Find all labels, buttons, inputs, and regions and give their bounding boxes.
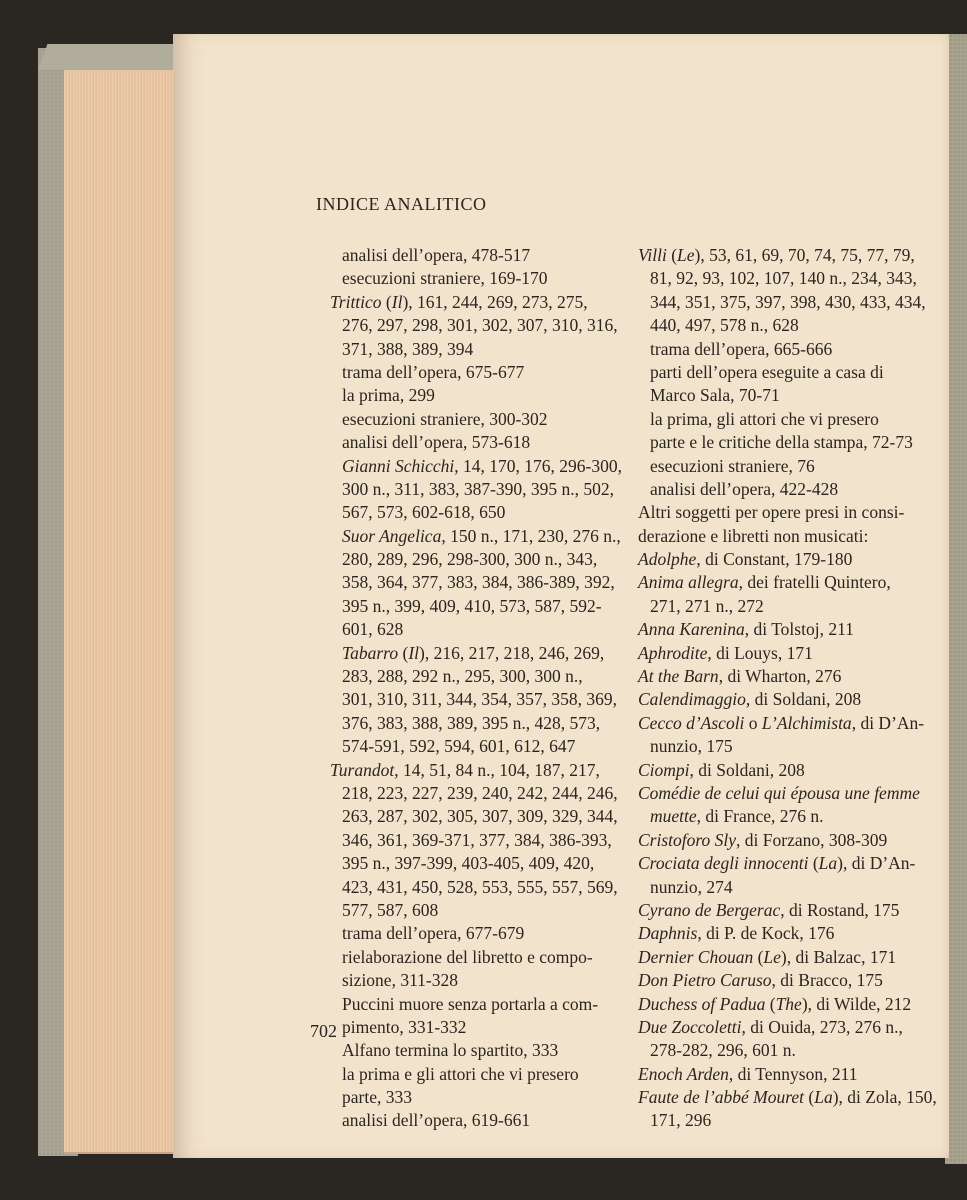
index-line [330,642,622,665]
index-title: Aphrodite [638,642,708,663]
index-text: ), 53, 61, 69, 70, 74, 75, 77, 79, [694,245,915,265]
index-title: Duchess of Padua [638,993,766,1014]
index-title: La [814,1087,833,1108]
index-text: ), di Balzac, 171 [780,946,897,967]
index-line [330,455,622,478]
index-line [330,1039,622,1062]
index-line [330,899,622,922]
index-title: Anna Karenina [638,619,745,640]
index-line [638,338,937,361]
index-line [330,946,622,969]
index-text: 395 n., 397-399, 403-405, 409, 420, [342,853,595,874]
index-line [330,805,622,828]
index-title: Le [763,946,781,967]
index-line [638,1109,937,1132]
index-line [330,548,622,571]
index-text: , di Forzano, 308-309 [736,829,888,850]
index-title: Crociata degli innocenti [638,853,809,874]
index-text: rielaborazione del libretto e compo- [342,946,593,967]
index-text: ( [765,993,776,1014]
index-text: Marco Sala, 70-71 [650,385,780,406]
index-line [638,805,937,828]
index-text: esecuzioni straniere, 76 [650,455,815,476]
index-text: ( [808,853,819,874]
index-title: Due Zoccoletti [638,1016,742,1037]
index-line [638,1086,937,1109]
index-line [330,291,622,314]
index-title: Daphnis [638,923,698,944]
index-text: , di Louys, 171 [707,642,813,663]
index-text: trama dell’opera, 665-666 [650,338,833,359]
index-column-left [330,244,622,1133]
index-text: 271, 271 n., 272 [650,595,764,616]
index-text: , di Tennyson, 211 [728,1063,858,1084]
index-line [330,829,622,852]
index-text: , 14, 51, 84 n., 104, 187, 217, [394,759,600,780]
index-text: 371, 388, 389, 394 [342,338,474,359]
index-text: 276, 297, 298, 301, 302, 307, 310, 316, [342,315,618,336]
index-line [330,876,622,899]
index-line [330,244,622,267]
index-title: muette [650,806,697,827]
index-line [638,922,937,945]
index-text: 300 n., 311, 383, 387-390, 395 n., 502, [342,478,615,499]
running-header: INDICE ANALITICO [316,194,487,214]
index-line [638,314,937,337]
index-line [330,314,622,337]
index-line [638,384,937,407]
index-text: 440, 497, 578 n., 628 [650,315,799,336]
index-text: 171, 296 [650,1110,712,1131]
index-line [330,1063,622,1086]
index-title: Tabarro [342,642,399,663]
index-text: nunzio, 274 [650,876,733,897]
index-line [638,712,937,735]
index-text: , di Constant, 179-180 [696,549,853,570]
index-text: parte, 333 [342,1087,412,1108]
index-line [638,595,937,618]
index-line [330,1086,622,1109]
index-text: , di Ouida, 273, 276 n., [741,1016,903,1037]
index-text: , dei fratelli Quintero, [738,572,891,593]
index-title: Ciompi [638,759,690,780]
index-line [638,829,937,852]
index-line [330,665,622,688]
index-line [638,782,937,805]
index-text: ), di Zola, 150, [832,1087,937,1108]
index-text: 567, 573, 602-618, 650 [342,502,506,523]
index-text: 358, 364, 377, 383, 384, 386-389, 392, [342,572,615,593]
index-text: ( [381,291,392,312]
index-line [638,665,937,688]
index-line [638,408,937,431]
index-title: The [775,993,802,1014]
index-line [330,993,622,1016]
index-line [330,267,622,290]
index-title: At the Barn [638,666,719,687]
index-title: Enoch Arden [638,1063,729,1084]
index-text: ( [753,946,764,967]
index-line [638,361,937,384]
index-text: , di Soldani, 208 [689,759,805,780]
index-text: ), 216, 217, 218, 246, 269, [419,642,605,663]
index-column-right [638,244,937,1133]
index-text: analisi dell’opera, 478-517 [342,245,531,265]
index-line [638,501,937,524]
index-title: Gianni Schicchi [342,455,455,476]
index-text: , di Wharton, 276 [718,666,842,687]
index-line [330,618,622,641]
index-line [330,688,622,711]
index-title: Le [677,245,695,265]
index-text: trama dell’opera, 675-677 [342,361,525,382]
index-text: , di France, 276 n. [696,806,824,827]
index-text: Puccini muore senza portarla a com- [342,993,599,1014]
index-text: 423, 431, 450, 528, 553, 555, 557, 569, [342,876,618,897]
index-title: La [818,853,838,874]
index-text: la prima e gli attori che vi presero [342,1063,579,1084]
index-title: Cristoforo Sly [638,829,737,850]
index-line [638,431,937,454]
index-title: L’Alchimista [761,712,852,733]
page-number: 702 [310,1021,337,1041]
index-line [638,642,937,665]
index-text: ), di D’An- [837,853,916,874]
index-line [330,782,622,805]
index-line [638,525,937,548]
index-text: pimento, 331-332 [342,1016,467,1037]
index-line [638,946,937,969]
index-line [638,969,937,992]
index-text: trama dell’opera, 677-679 [342,923,525,944]
index-line [638,267,937,290]
index-title: Cyrano de Bergerac [638,899,781,920]
index-text: 81, 92, 93, 102, 107, 140 n., 234, 343, [650,268,917,289]
index-line [638,852,937,875]
index-line [638,478,937,501]
index-title: Calendimaggio [638,689,746,710]
index-text: 574-591, 592, 594, 601, 612, 647 [342,736,576,757]
index-text: 278-282, 296, 601 n. [650,1040,796,1061]
index-text: la prima, 299 [342,385,435,406]
index-title: Comédie de celui qui épousa une femme [638,782,920,803]
index-line [638,618,937,641]
index-line [330,408,622,431]
index-text: 344, 351, 375, 397, 398, 430, 433, 434, [650,291,926,312]
index-line [638,571,937,594]
index-text: 346, 361, 369-371, 377, 384, 386-393, [342,829,612,850]
index-line [638,1063,937,1086]
index-line [330,1016,622,1039]
index-title: Adolphe [638,549,697,570]
index-title: Suor Angelica [342,525,442,546]
index-title: Dernier Chouan [638,946,754,967]
index-line [330,525,622,548]
index-line [638,759,937,782]
index-text: analisi dell’opera, 573-618 [342,432,531,453]
index-title: Il [408,642,420,663]
index-text: sizione, 311-328 [342,970,458,991]
index-text: 376, 383, 388, 389, 395 n., 428, 573, [342,712,601,733]
index-text: , di D’An- [851,712,925,733]
index-line [330,501,622,524]
index-line [638,1039,937,1062]
index-text: derazione e libretti non musicati: [638,525,869,546]
index-line [330,852,622,875]
index-text: nunzio, 175 [650,736,733,757]
index-line [638,688,937,711]
index-text: ), 161, 244, 269, 273, 275, [402,291,588,312]
index-text: esecuzioni straniere, 300-302 [342,408,548,429]
index-line [330,431,622,454]
index-line [638,993,937,1016]
page-edges [64,58,176,1154]
index-line [330,712,622,735]
index-line [330,735,622,758]
index-text: Altri soggetti per opere presi in consi- [638,502,905,523]
index-text: , di P. de Kock, 176 [697,923,835,944]
index-text: analisi dell’opera, 619-661 [342,1110,531,1131]
index-title: Villi [638,245,667,265]
index-text: parti dell’opera eseguite a casa di [650,361,884,382]
index-text: 395 n., 399, 409, 410, 573, 587, 592- [342,595,602,616]
index-text: , 150 n., 171, 230, 276 n., [441,525,621,546]
index-line [330,922,622,945]
index-line [330,595,622,618]
index-line [330,759,622,782]
index-text: , di Soldani, 208 [745,689,862,710]
index-line [330,478,622,501]
index-text: parte e le critiche della stampa, 72-73 [650,432,913,453]
index-text: , 14, 170, 176, 296-300, [454,455,622,476]
index-text: 301, 310, 311, 344, 354, 357, 358, 369, [342,689,617,710]
index-line [330,384,622,407]
index-text: analisi dell’opera, 422-428 [650,478,839,499]
index-line [330,361,622,384]
index-text: ( [804,1087,815,1108]
index-line [330,338,622,361]
index-text: 601, 628 [342,619,404,640]
index-title: Cecco d’Ascoli [638,712,745,733]
index-line [638,455,937,478]
index-line [638,1016,937,1039]
index-line [330,571,622,594]
index-title: Turandot [330,759,395,780]
index-line [638,291,937,314]
index-text: , di Bracco, 175 [771,970,883,991]
index-text: ( [398,642,409,663]
index-title: Trittico [330,291,382,312]
index-title: Faute de l’abbé Mouret [638,1087,805,1108]
index-line [638,548,937,571]
index-line [638,244,937,267]
index-title: Don Pietro Caruso [638,970,772,991]
index-text: 218, 223, 227, 239, 240, 242, 244, 246, [342,782,618,803]
index-text: ), di Wilde, 212 [801,993,912,1014]
index-line [638,735,937,758]
index-line [330,969,622,992]
index-text: 283, 288, 292 n., 295, 300, 300 n., [342,666,583,687]
index-text: , di Tolstoj, 211 [744,619,854,640]
index-text: Alfano termina lo spartito, 333 [342,1040,559,1061]
index-text: 263, 287, 302, 305, 307, 309, 329, 344, [342,806,618,827]
index-text: la prima, gli attori che vi presero [650,408,879,429]
index-title: Anima allegra [638,572,739,593]
index-title: Il [391,291,403,312]
index-text: esecuzioni straniere, 169-170 [342,268,548,289]
book-cover-top [38,44,187,70]
index-text: 577, 587, 608 [342,899,439,920]
index-line [638,876,937,899]
index-text: 280, 289, 296, 298-300, 300 n., 343, [342,549,598,570]
index-text: , di Rostand, 175 [780,899,900,920]
index-text: o [744,712,762,733]
index-line [638,899,937,922]
index-line [330,1109,622,1132]
index-text: ( [666,245,678,265]
